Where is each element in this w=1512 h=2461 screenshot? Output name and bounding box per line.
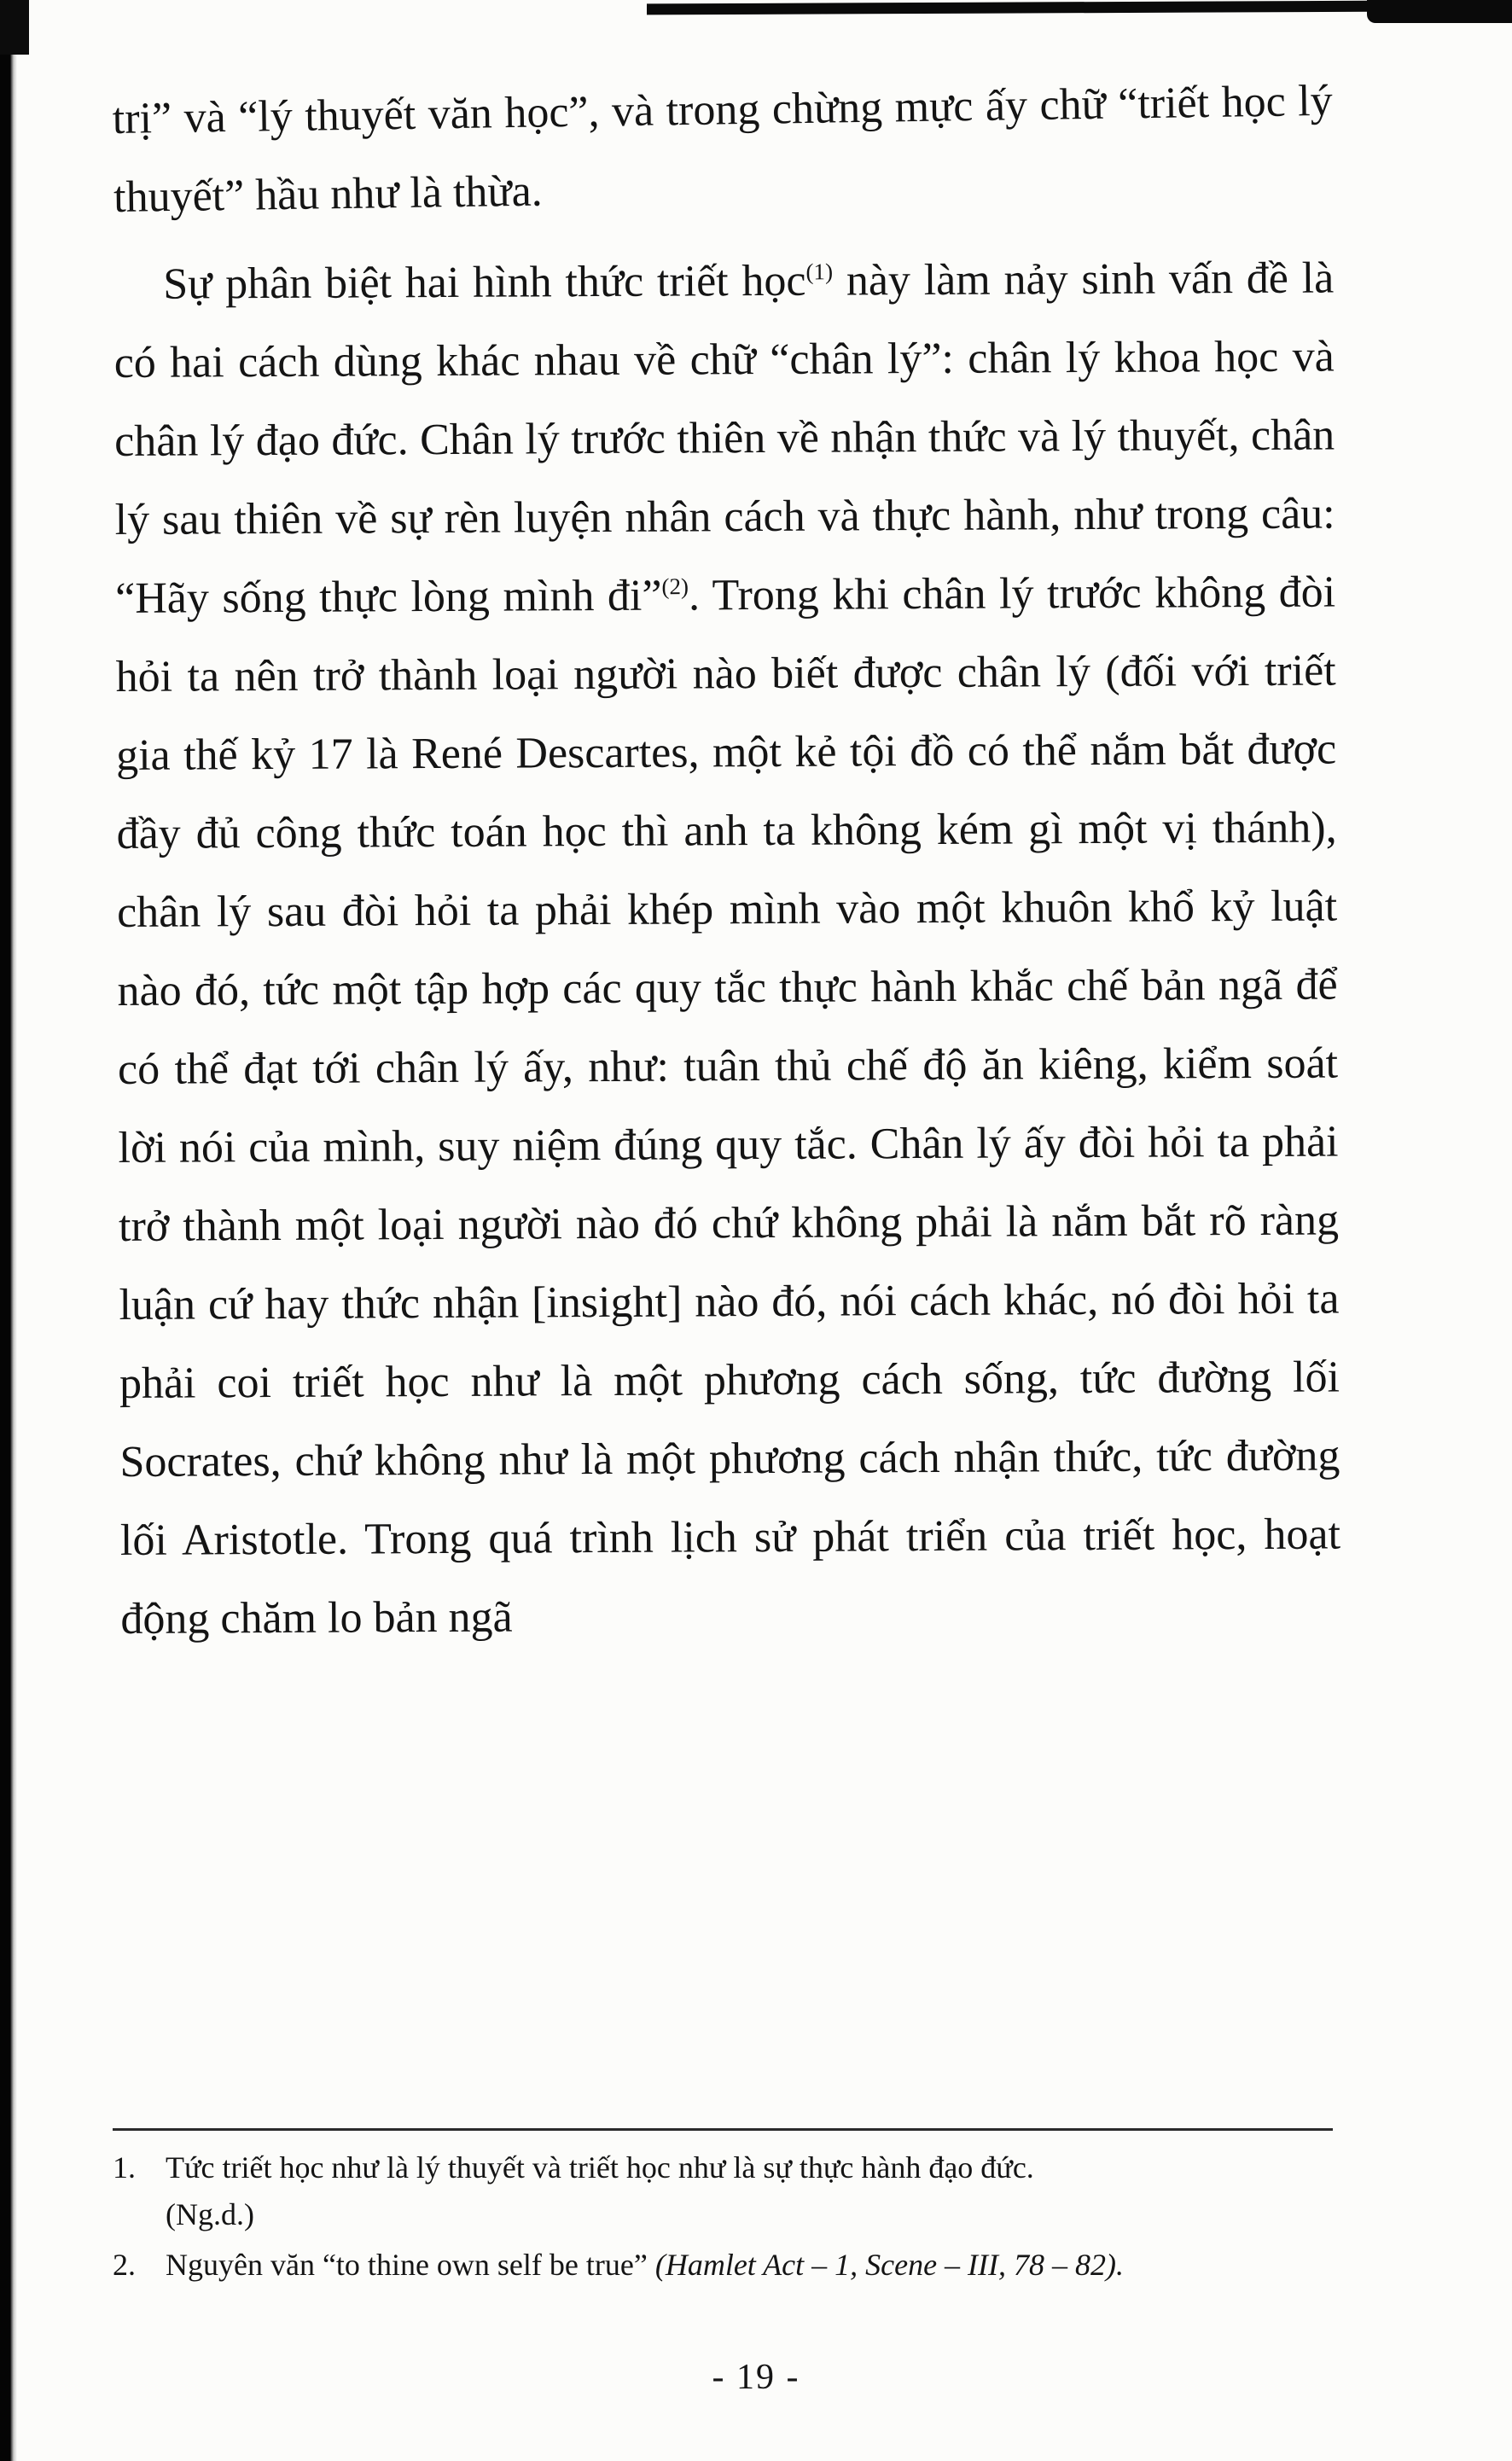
scan-artifact-left-edge xyxy=(0,0,17,2461)
footnote-ref-2: (2) xyxy=(661,573,689,600)
footnote-text xyxy=(166,2242,1333,2289)
footnote-number: 2. xyxy=(113,2248,136,2282)
paragraph-continuation: trị” và “lý thuyết văn học”, và trong chừng mực ấy chữ “triết học lý thuyết” hầu như là thừa. xyxy=(112,76,1334,222)
footnote-2 xyxy=(113,2242,1333,2289)
footnotes-section xyxy=(113,2128,1333,2292)
paragraph-main xyxy=(113,240,1341,1659)
scan-artifact-top-left-corner xyxy=(0,0,29,55)
footnote-text xyxy=(166,2144,1333,2238)
page-content xyxy=(113,74,1341,1659)
paragraph-text-segment: Sự phân biệt hai hình thức triết học xyxy=(163,256,806,309)
paragraph-text-segment: . Trong khi chân lý trước không đòi hỏi ta nên trở thành loại người nào biết được chân lý (đối với triết gia thế kỷ 17 là René Descartes, một kẻ tội đồ có thể nắm bắt được đầy đủ công thức toán học thì anh ta không kém gì một vị thánh), chân lý sau đòi hỏi ta phải khép mình vào một khuôn khổ kỷ luật nào đó, tức một tập hợp các quy tắc thực hành khắc chế bản ngã để có thể đạt tới chân lý ấy, như: tuân thủ chế độ ăn kiêng, kiểm soát lời nói của mình, suy niệm đúng quy tắc. Chân lý ấy đòi hỏi ta phải trở thành một loại người nào đó chứ không phải là nắm bắt rõ ràng luận cứ hay thức nhận [insight] nào đó, nói cách khác, nó đòi hỏi ta phải coi triết học như là một phương cách sống, tức đường lối Socrates, chứ không như là một phương cách nhận thức, tức đường lối Aristotle. Trong quá trình lịch sử phát triển của triết học, hoạt động chăm lo bản ngã xyxy=(115,567,1341,1644)
footnote-number: 1. xyxy=(113,2150,136,2185)
footnote-separator-rule xyxy=(113,2128,1333,2131)
footnote-source-citation: (Hamlet Act – 1, Scene – III, 78 – 82). xyxy=(654,2248,1125,2282)
footnote-text-continuation: (Ng.d.) xyxy=(166,2197,254,2231)
footnote-ref-1: (1) xyxy=(805,259,834,285)
scan-artifact-top-right-corner xyxy=(1367,0,1512,23)
paragraph-text-segment: này làm nảy sinh vấn đề là có hai cách dùng khác nhau về chữ “chân lý”: chân lý khoa học và chân lý đạo đức. Chân lý trước thiên về nhận thức và lý thuyết, chân lý sau thiên về sự rèn luyện nhân cách và thực hành, như trong câu: “Hãy sống thực lòng mình đi” xyxy=(113,253,1335,623)
page-number: - 19 - xyxy=(712,2358,800,2397)
footnote-text-line: Tức triết học như là lý thuyết và triết học như là sự thực hành đạo đức. xyxy=(166,2150,1034,2185)
footnote-1 xyxy=(113,2144,1333,2238)
footnote-text-line: Nguyên văn “to thine own self be true” xyxy=(166,2248,655,2282)
